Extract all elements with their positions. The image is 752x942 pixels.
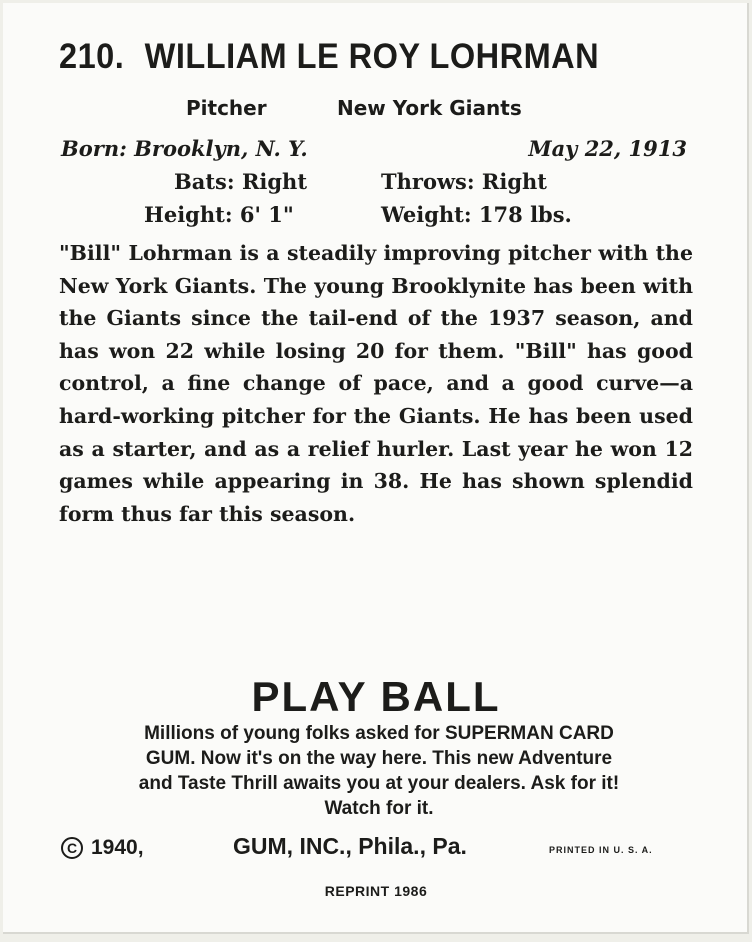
- baseball-card-back: [3, 3, 749, 934]
- printed-in-usa: PRINTED IN U. S. A.: [549, 845, 653, 855]
- copyright-year: 1940,: [91, 836, 144, 859]
- height-stat: Height: 6' 1": [144, 202, 294, 227]
- player-biography: "Bill" Lohrman is a steadily improving pitcher with the New York Giants. The young Brooklynite has been with the Giants since the tail-end of the 1937 season, and has won 22 while losing 20 for them. "Bill" has good control, a fine change of pace, and a good curve—a hard-working pitcher for the Giants. He has been used as a starter, and as a relief hurler. Last year he won 12 games while appearing in 38. He has shown splendid form thus far this season.: [59, 241, 693, 526]
- birth-date: May 22, 1913: [528, 136, 687, 161]
- promo-text: [59, 721, 699, 821]
- weight-stat: Weight: 178 lbs.: [381, 202, 572, 227]
- promo-line: Watch for it.: [324, 798, 434, 819]
- publisher: GUM, INC., Phila., Pa.: [233, 833, 467, 859]
- promo-line: GUM. Now it's on the way here. This new Adventure: [145, 748, 613, 769]
- promo-line: and Taste Thrill awaits you at your dealers. Ask for it!: [138, 773, 620, 794]
- birthplace: Born: Brooklyn, N. Y.: [61, 136, 308, 161]
- copyright-notice: [61, 836, 144, 860]
- player-position: Pitcher: [186, 96, 267, 120]
- player-team: New York Giants: [337, 96, 522, 120]
- card-number: 210.: [59, 37, 125, 76]
- play-ball-title: PLAY BALL: [251, 673, 501, 720]
- copyright-icon: C: [61, 837, 83, 859]
- reprint-note: REPRINT 1986: [324, 883, 428, 899]
- player-name: WILLIAM LE ROY LOHRMAN: [144, 37, 600, 76]
- promo-line: Millions of young folks asked for SUPERMAN CARD: [144, 723, 614, 744]
- bats-stat: Bats: Right: [174, 169, 308, 194]
- card-heading: [59, 37, 599, 77]
- throws-stat: Throws: Right: [381, 169, 548, 194]
